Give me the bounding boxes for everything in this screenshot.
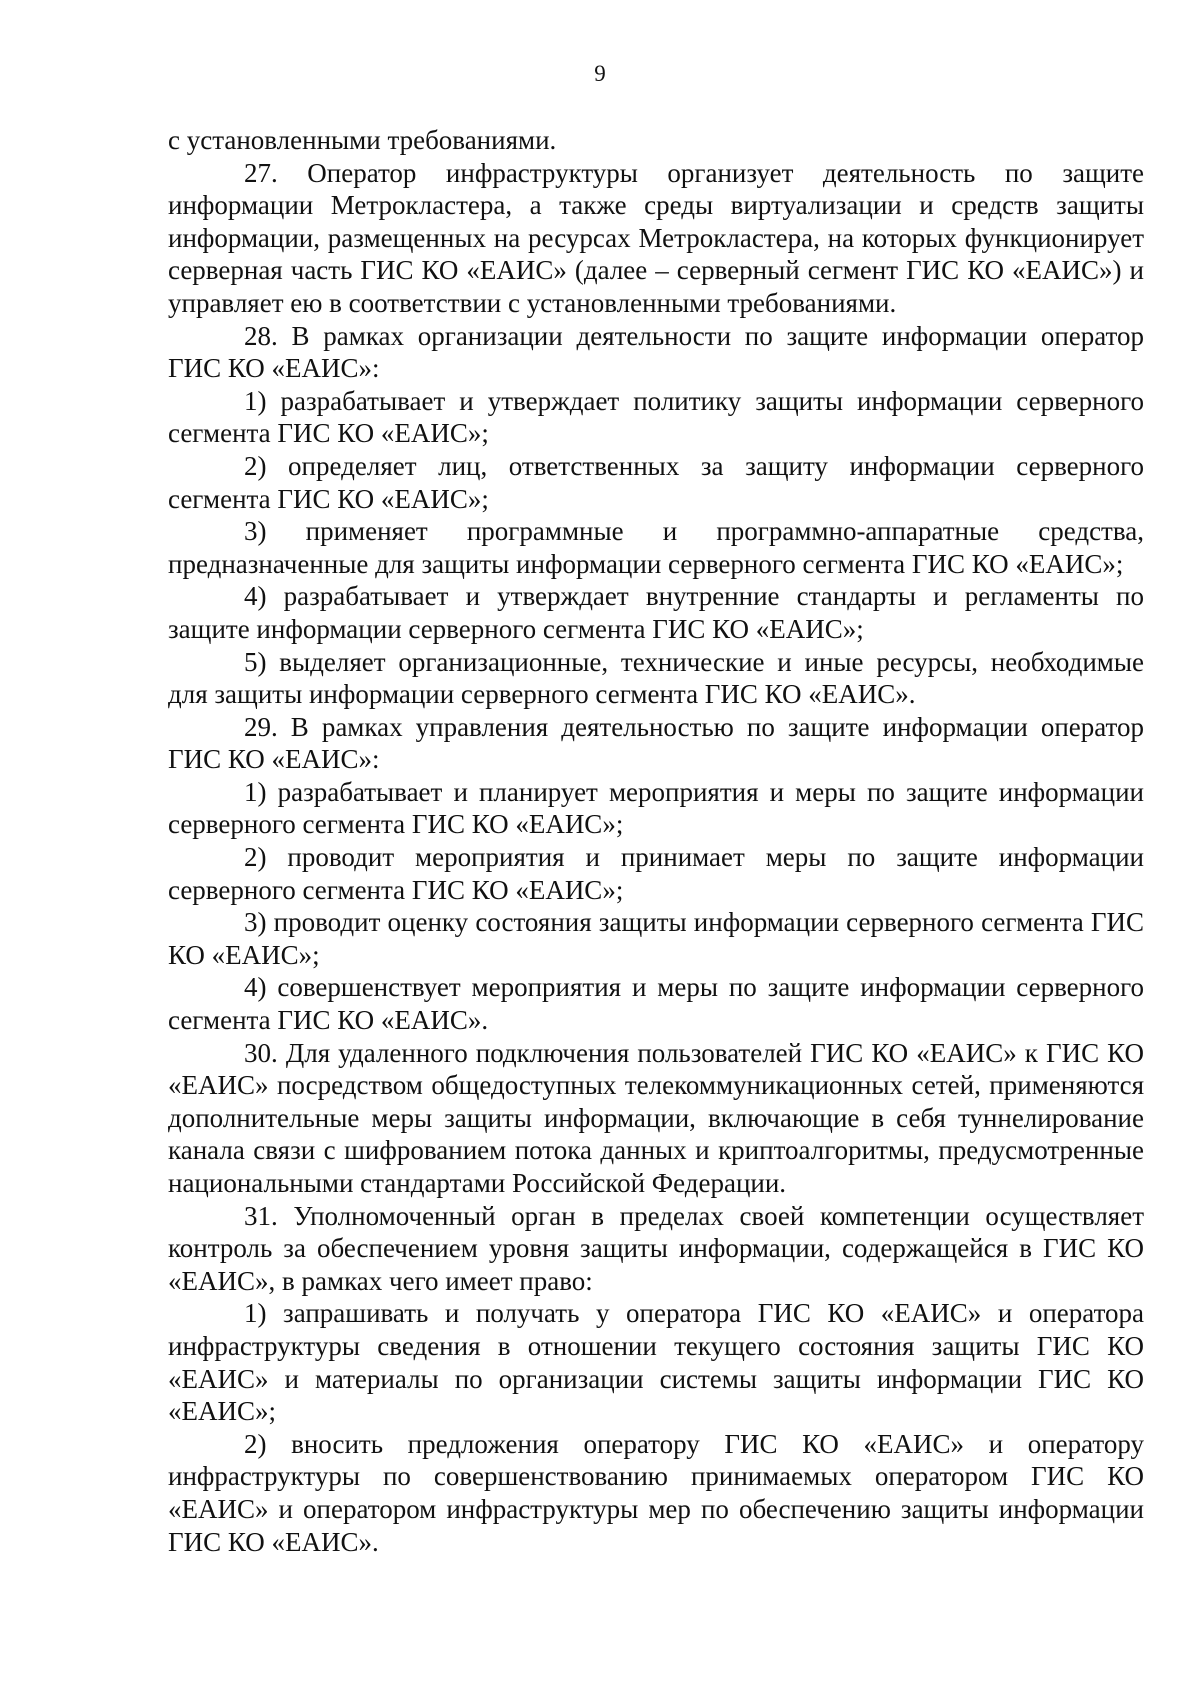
paragraph-28-item-5: 5) выделяет организационные, технические и иные ресурсы, необходимые для защиты информации серверного сегмента ГИС КО «ЕАИС». (168, 646, 1144, 710)
paragraph-31: 31. Уполномоченный орган в пределах своей компетенции осуществляет контроль за обеспечением уровня защиты информации, содержащейся в ГИС КО «ЕАИС», в рамках чего имеет право: (168, 1200, 1144, 1296)
paragraph-29-item-2: 2) проводит мероприятия и принимает меры по защите информации серверного сегмента ГИС КО «ЕАИС»; (168, 842, 1144, 905)
paragraph-31-item-2: 2) вносить предложения оператору ГИС КО «ЕАИС» и оператору инфраструктуры по совершенствованию принимаемых оператором ГИС КО «ЕАИС» и оператором инфраструктуры мер по обеспечению защиты информации ГИС КО «ЕАИС». (168, 1428, 1144, 1557)
paragraph-30: 30. Для удаленного подключения пользователей ГИС КО «ЕАИС» к ГИС КО «ЕАИС» посредством общедоступных телекоммуникационных сетей, применяются дополнительные меры защиты информации, включающие в себя туннелирование канала связи с шифрованием потока данных и криптоалгоритмы, предусмотренные национальными стандартами Российской Федерации. (168, 1037, 1144, 1198)
paragraph-28-item-2: 2) определяет лиц, ответственных за защиту информации серверного сегмента ГИС КО «ЕАИС»; (168, 450, 1144, 514)
paragraph-28-item-4: 4) разрабатывает и утверждает внутренние стандарты и регламенты по защите информации серверного сегмента ГИС КО «ЕАИС»; (168, 581, 1144, 644)
paragraph-28-item-3: 3) применяет программные и программно-аппаратные средства, предназначенные для защиты информации серверного сегмента ГИС КО «ЕАИС»; (168, 516, 1144, 579)
paragraph-31-item-1: 1) запрашивать и получать у оператора ГИС КО «ЕАИС» и оператора инфраструктуры сведения в отношении текущего состояния защиты ГИС КО «ЕАИС» и материалы по организации системы защиты информации ГИС КО «ЕАИС»; (168, 1298, 1144, 1427)
paragraph-29-item-1: 1) разрабатывает и планирует мероприятия и меры по защите информации серверного сегмента ГИС КО «ЕАИС»; (168, 776, 1144, 840)
paragraph-28-item-1: 1) разрабатывает и утверждает политику защиты информации серверного сегмента ГИС КО «ЕАИС»; (168, 385, 1144, 449)
paragraph-27: 27. Оператор инфраструктуры организует деятельность по защите информации Метрокластера, а также среды виртуализации и средств защиты информации, размещенных на ресурсах Метрокластера, на которых функционирует серверная часть ГИС КО «ЕАИС» (далее – серверный сегмент ГИС КО «ЕАИС») и управляет ею в соответствии с установленными требованиями. (168, 157, 1144, 318)
paragraph-29: 29. В рамках управления деятельностью по защите информации оператор ГИС КО «ЕАИС»: (168, 711, 1144, 775)
paragraph-29-item-4: 4) совершенствует мероприятия и меры по защите информации серверного сегмента ГИС КО «ЕАИС». (168, 972, 1144, 1036)
document-body (168, 124, 1144, 1558)
paragraph-29-item-3: 3) проводит оценку состояния защиты информации серверного сегмента ГИС КО «ЕАИС»; (168, 907, 1144, 970)
paragraph-continuation: с установленными требованиями. (168, 125, 557, 155)
page-number: 9 (594, 61, 606, 86)
paragraph-28: 28. В рамках организации деятельности по защите информации оператор ГИС КО «ЕАИС»: (168, 320, 1144, 384)
